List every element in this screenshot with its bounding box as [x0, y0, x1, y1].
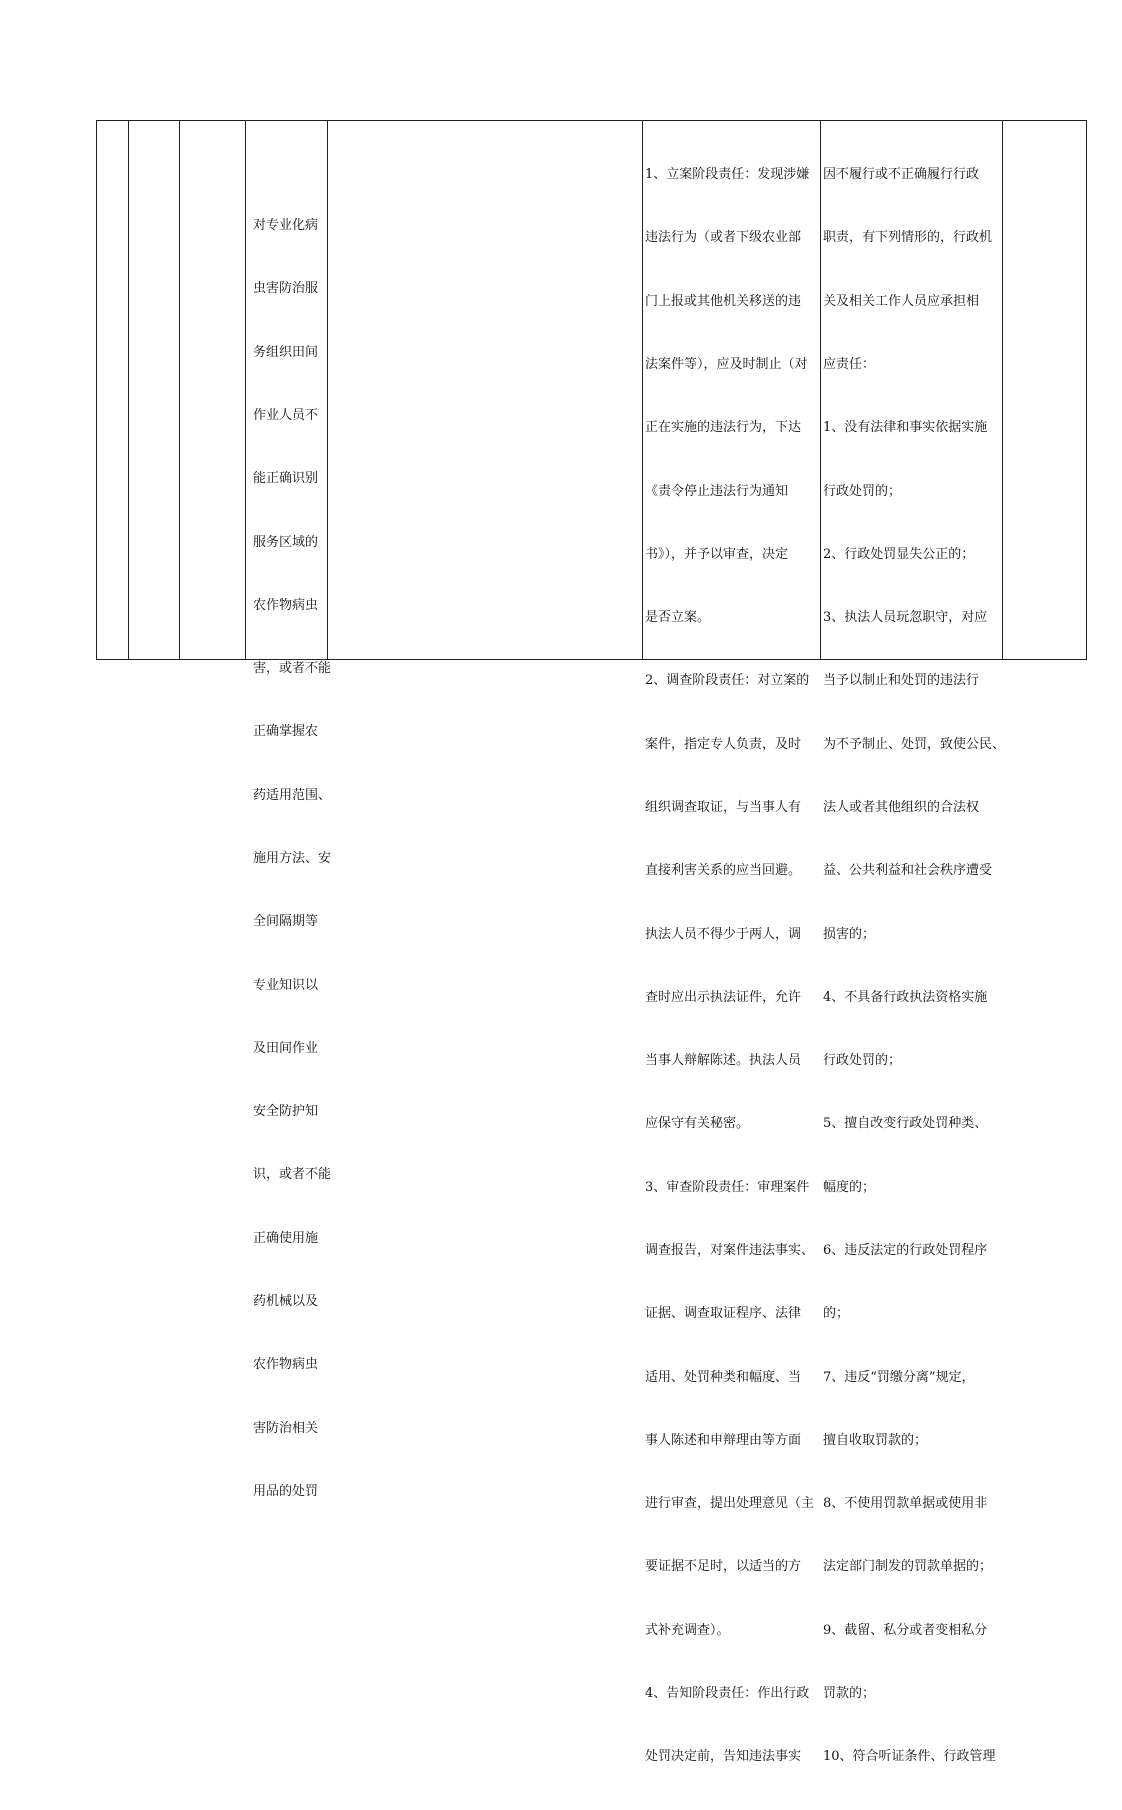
responsibility-line: 进行审查，提出处理意见（主 — [645, 1496, 815, 1512]
item-line: 害防治相关 — [253, 1420, 319, 1436]
responsibility-line: 直接利害关系的应当回避。 — [645, 863, 802, 879]
item-line: 虫害防治服 — [253, 281, 319, 297]
responsibility-line: 正在实施的违法行为，下达 — [645, 420, 802, 436]
item-line: 及田间作业 — [253, 1040, 319, 1056]
accountability-line: 法人或者其他组织的合法权 — [823, 800, 980, 815]
responsibility-line: 当事人辩解陈述。执法人员 — [645, 1053, 802, 1069]
responsibility-line: 适用、处罚种类和幅度、当 — [645, 1369, 802, 1385]
responsibility-line: 1、立案阶段责任：发现涉嫌 — [645, 167, 810, 183]
accountability-line: 损害的； — [823, 926, 876, 942]
accountability-line: 当予以制止和处罚的违法行 — [823, 673, 980, 689]
item-line: 农作物病虫 — [253, 597, 319, 613]
responsibility-line: 法案件等），应及时制止（对 — [645, 357, 808, 373]
accountability-line: 幅度的； — [823, 1179, 876, 1195]
item-line: 施用方法、安 — [253, 851, 332, 866]
responsibility-line: 式补充调查）。 — [645, 1622, 730, 1638]
item-line: 全间隔期等 — [253, 914, 319, 930]
item-line: 服务区域的 — [253, 534, 319, 550]
accountability-cell — [823, 122, 1006, 1810]
responsibility-line: 执法人员不得少于两人，调 — [645, 926, 802, 942]
accountability-line: 行政处罚的； — [823, 1053, 902, 1069]
accountability-line: 3、执法人员玩忽职守，对应 — [823, 610, 988, 626]
column-divider — [642, 121, 643, 659]
accountability-line: 7、违反“罚缴分离”规定， — [823, 1369, 975, 1385]
accountability-line: 4、不具备行政执法资格实施 — [823, 989, 988, 1005]
accountability-line: 2、行政处罚显失公正的； — [823, 546, 975, 562]
column-divider — [128, 121, 129, 659]
responsibility-line: 案件，指定专人负责，及时 — [645, 736, 802, 752]
responsibility-line: 要证据不足时，以适当的方 — [645, 1559, 802, 1575]
responsibility-line: 是否立案。 — [645, 610, 711, 626]
responsibility-line: 3、审查阶段责任：审理案件 — [645, 1179, 810, 1195]
item-line: 正确掌握农 — [253, 724, 319, 740]
responsibility-line: 事人陈述和申辩理由等方面 — [645, 1432, 802, 1448]
accountability-line: 职责，有下列情形的，行政机 — [823, 230, 993, 246]
responsibility-line: 处罚决定前，告知违法事实 — [645, 1749, 802, 1765]
item-description-cell — [253, 173, 331, 1544]
column-divider — [179, 121, 180, 659]
accountability-line: 益、公共利益和社会秩序遭受 — [823, 863, 993, 879]
accountability-line: 1、没有法律和事实依据实施 — [823, 420, 988, 436]
accountability-line: 10、符合听证条件、行政管理 — [823, 1749, 996, 1765]
item-line: 药机械以及 — [253, 1293, 319, 1309]
accountability-line: 擅自收取罚款的； — [823, 1432, 928, 1448]
responsibility-line: 证据、调查取证程序、法律 — [645, 1306, 802, 1322]
accountability-line: 8、不使用罚款单据或使用非 — [823, 1496, 988, 1512]
responsibility-line: 2、调查阶段责任：对立案的 — [645, 673, 810, 689]
responsibility-line: 应保守有关秘密。 — [645, 1116, 750, 1132]
item-line: 对专业化病 — [253, 218, 319, 234]
responsibility-line: 书》），并予以审查，决定 — [645, 546, 789, 562]
accountability-line: 行政处罚的； — [823, 483, 902, 499]
item-line: 药适用范围、 — [253, 787, 332, 803]
responsibility-line: 违法行为（或者下级农业部 — [645, 230, 802, 246]
column-divider — [245, 121, 246, 659]
item-line: 作业人员不 — [253, 408, 319, 424]
item-line: 用品的处罚 — [253, 1483, 319, 1499]
responsibility-line: 4、告知阶段责任：作出行政 — [645, 1685, 810, 1701]
item-line: 安全防护知 — [253, 1104, 319, 1120]
accountability-line: 因不履行或不正确履行行政 — [823, 167, 980, 183]
accountability-line: 法定部门制发的罚款单据的； — [823, 1559, 993, 1575]
responsibility-line: 组织调查取证，与当事人有 — [645, 800, 802, 815]
accountability-line: 6、违反法定的行政处罚程序 — [823, 1242, 988, 1258]
item-line: 专业知识以 — [253, 977, 319, 993]
item-line: 能正确识别 — [253, 471, 319, 487]
document-table — [96, 120, 1087, 1765]
accountability-line: 的； — [823, 1306, 850, 1322]
accountability-line: 9、截留、私分或者变相私分 — [823, 1622, 988, 1638]
accountability-line: 5、擅自改变行政处罚种类、 — [823, 1116, 988, 1132]
item-line: 害，或者不能 — [253, 661, 332, 677]
responsibility-cell — [645, 122, 823, 1810]
accountability-line: 关及相关工作人员应承担相 — [823, 293, 980, 309]
responsibility-line: 查时应出示执法证件，允许 — [645, 989, 802, 1005]
item-line: 识，或者不能 — [253, 1167, 332, 1183]
item-line: 农作物病虫 — [253, 1357, 319, 1373]
column-divider — [1002, 121, 1003, 659]
accountability-line: 为不予制止、处罚，致使公民、 — [823, 736, 1006, 752]
item-line: 务组织田间 — [253, 344, 319, 360]
responsibility-line: 《责令停止违法行为通知 — [645, 483, 789, 499]
item-line: 正确使用施 — [253, 1230, 319, 1246]
accountability-line: 应责任： — [823, 357, 876, 373]
responsibility-line: 调查报告，对案件违法事实、 — [645, 1242, 815, 1258]
responsibility-line: 门上报或其他机关移送的违 — [645, 293, 802, 309]
accountability-line: 罚款的； — [823, 1685, 876, 1701]
